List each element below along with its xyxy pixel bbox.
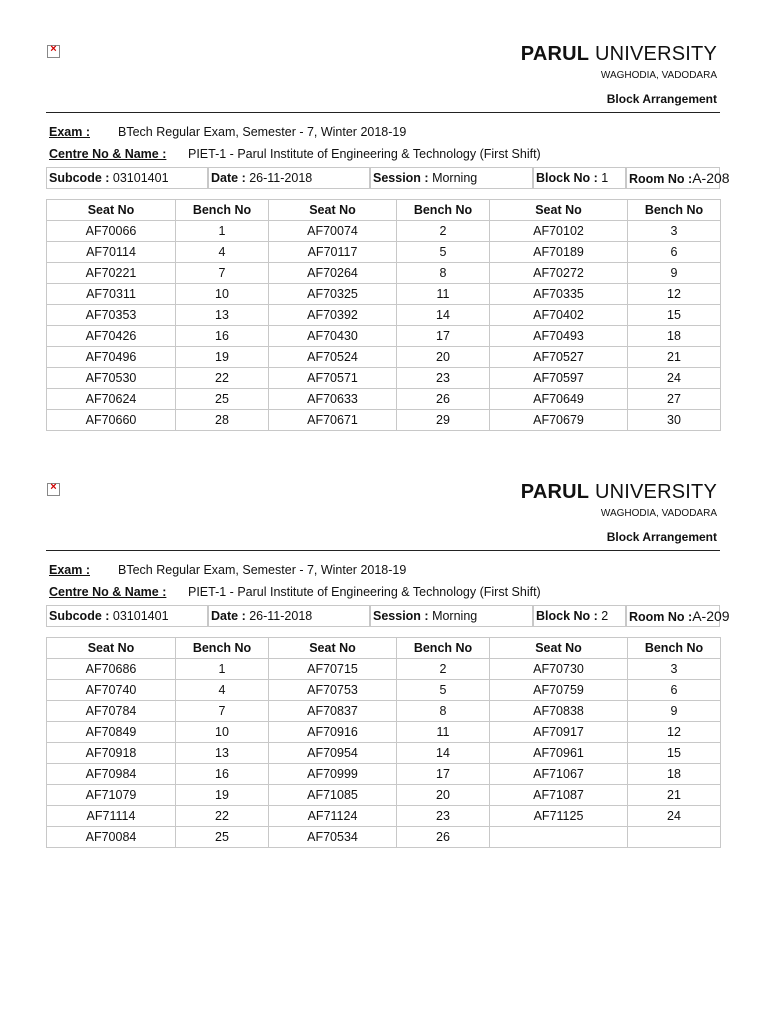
seat-no-cell: AF70189 <box>490 242 628 263</box>
seat-no-cell: AF70534 <box>269 827 397 848</box>
header-divider <box>46 550 720 551</box>
bench-no-cell: 10 <box>176 722 269 743</box>
bench-no-cell: 22 <box>176 806 269 827</box>
bench-no-cell: 2 <box>397 221 490 242</box>
bench-no-cell: 6 <box>628 242 721 263</box>
column-header: Seat No <box>47 200 176 221</box>
seat-no-cell: AF70272 <box>490 263 628 284</box>
exam-label: Exam : <box>49 125 90 139</box>
seat-no-cell: AF70597 <box>490 368 628 389</box>
block-value: 1 <box>601 171 609 185</box>
column-header: Bench No <box>397 200 490 221</box>
bench-no-cell: 26 <box>397 827 490 848</box>
bench-no-cell: 21 <box>628 347 721 368</box>
seat-no-cell: AF70954 <box>269 743 397 764</box>
seat-no-cell: AF71124 <box>269 806 397 827</box>
bench-no-cell: 10 <box>176 284 269 305</box>
exam-value: BTech Regular Exam, Semester - 7, Winter 2018-19 <box>118 563 407 577</box>
bench-no-cell: 18 <box>628 326 721 347</box>
bench-no-cell: 8 <box>397 701 490 722</box>
seat-no-cell: AF70849 <box>47 722 176 743</box>
seat-no-cell: AF70571 <box>269 368 397 389</box>
university-name-rest: UNIVERSITY <box>594 43 717 65</box>
table-row <box>47 305 721 326</box>
session-label: Session : <box>373 609 429 623</box>
bench-no-cell: 11 <box>397 722 490 743</box>
seat-no-cell: AF70671 <box>269 410 397 431</box>
seat-no-cell: AF70730 <box>490 659 628 680</box>
room-no-cell <box>626 605 730 627</box>
seat-no-cell: AF70530 <box>47 368 176 389</box>
room-no-cell <box>626 167 730 189</box>
seating-table-header <box>47 638 721 659</box>
bench-no-cell: 5 <box>397 242 490 263</box>
column-header: Bench No <box>176 638 269 659</box>
date-label: Date : <box>211 171 246 185</box>
seat-no-cell: AF70430 <box>269 326 397 347</box>
bench-no-cell: 7 <box>176 263 269 284</box>
seat-no-cell: AF70984 <box>47 764 176 785</box>
seat-no-cell: AF70392 <box>269 305 397 326</box>
subcode-label: Subcode : <box>49 171 110 185</box>
seat-no-cell: AF70784 <box>47 701 176 722</box>
bench-no-cell: 14 <box>397 743 490 764</box>
session-value: Morning <box>432 609 478 623</box>
seat-no-cell: AF70325 <box>269 284 397 305</box>
seat-no-cell: AF71067 <box>490 764 628 785</box>
seat-no-cell: AF71085 <box>269 785 397 806</box>
centre-value: PIET-1 - Parul Institute of Engineering & Technology (First Shift) <box>188 585 541 599</box>
seat-no-cell: AF70715 <box>269 659 397 680</box>
date-cell <box>208 167 370 189</box>
seat-no-cell: AF70335 <box>490 284 628 305</box>
table-row <box>47 785 721 806</box>
table-row <box>47 722 721 743</box>
session-cell <box>370 167 533 189</box>
document-title: Block Arrangement <box>606 530 717 544</box>
seat-no-cell: AF70679 <box>490 410 628 431</box>
table-row <box>47 221 721 242</box>
broken-image-icon <box>47 483 60 496</box>
seat-no-cell: AF70633 <box>269 389 397 410</box>
bench-no-cell: 19 <box>176 785 269 806</box>
block-label: Block No : <box>536 171 598 185</box>
bench-no-cell: 24 <box>628 368 721 389</box>
table-row <box>47 347 721 368</box>
session-label: Session : <box>373 171 429 185</box>
info-bar <box>46 605 730 627</box>
seat-no-cell: AF70402 <box>490 305 628 326</box>
university-address: WAGHODIA, VADODARA <box>600 508 717 519</box>
subcode-value: 03101401 <box>112 171 169 185</box>
seat-no-cell: AF70074 <box>269 221 397 242</box>
bench-no-cell: 9 <box>628 701 721 722</box>
bench-no-cell: 11 <box>397 284 490 305</box>
bench-no-cell: 4 <box>176 242 269 263</box>
bench-no-cell: 15 <box>628 305 721 326</box>
bench-no-cell: 29 <box>397 410 490 431</box>
bench-no-cell: 12 <box>628 284 721 305</box>
bench-no-cell: 16 <box>176 764 269 785</box>
seat-no-cell: AF70524 <box>269 347 397 368</box>
seat-no-cell: AF70527 <box>490 347 628 368</box>
room-value: A-208 <box>692 170 730 186</box>
bench-no-cell: 25 <box>176 827 269 848</box>
bench-no-cell: 1 <box>176 221 269 242</box>
seat-no-cell: AF70740 <box>47 680 176 701</box>
column-header: Seat No <box>490 200 628 221</box>
bench-no-cell: 26 <box>397 389 490 410</box>
university-name <box>521 481 717 504</box>
seat-no-cell: AF70838 <box>490 701 628 722</box>
column-header: Bench No <box>628 638 721 659</box>
subcode-value: 03101401 <box>112 609 169 623</box>
seat-no-cell: AF70264 <box>269 263 397 284</box>
university-name-bold: PARUL <box>520 481 590 503</box>
date-value: 26-11-2018 <box>249 609 313 623</box>
table-row <box>47 242 721 263</box>
university-name-bold: PARUL <box>520 43 590 65</box>
bench-no-cell: 2 <box>397 659 490 680</box>
centre-label: Centre No & Name : <box>49 585 167 599</box>
seat-no-cell: AF70102 <box>490 221 628 242</box>
seat-no-cell: AF70353 <box>47 305 176 326</box>
room-value: A-209 <box>692 608 730 624</box>
university-name <box>521 43 717 66</box>
block-no-cell <box>533 605 626 627</box>
column-header: Seat No <box>490 638 628 659</box>
table-row <box>47 326 721 347</box>
bench-no-cell: 17 <box>397 764 490 785</box>
bench-no-cell: 3 <box>628 659 721 680</box>
bench-no-cell: 16 <box>176 326 269 347</box>
seat-no-cell: AF70496 <box>47 347 176 368</box>
table-row <box>47 284 721 305</box>
seat-no-cell: AF71125 <box>490 806 628 827</box>
seat-no-cell: AF71087 <box>490 785 628 806</box>
seat-no-cell: AF70837 <box>269 701 397 722</box>
seating-table <box>46 199 721 431</box>
bench-no-cell: 22 <box>176 368 269 389</box>
bench-no-cell: 1 <box>176 659 269 680</box>
seat-no-cell: AF70759 <box>490 680 628 701</box>
centre-value: PIET-1 - Parul Institute of Engineering & Technology (First Shift) <box>188 147 541 161</box>
seat-no-cell <box>490 827 628 848</box>
bench-no-cell: 23 <box>397 806 490 827</box>
date-value: 26-11-2018 <box>249 171 313 185</box>
column-header: Seat No <box>269 638 397 659</box>
bench-no-cell: 3 <box>628 221 721 242</box>
bench-no-cell: 4 <box>176 680 269 701</box>
seat-no-cell: AF70916 <box>269 722 397 743</box>
seat-no-cell: AF70311 <box>47 284 176 305</box>
block-no-cell <box>533 167 626 189</box>
bench-no-cell: 20 <box>397 347 490 368</box>
seat-no-cell: AF70624 <box>47 389 176 410</box>
seat-no-cell: AF70117 <box>269 242 397 263</box>
room-label: Room No : <box>629 172 693 186</box>
university-address: WAGHODIA, VADODARA <box>600 70 717 81</box>
seat-no-cell: AF70066 <box>47 221 176 242</box>
bench-no-cell: 15 <box>628 743 721 764</box>
date-cell <box>208 605 370 627</box>
table-row <box>47 263 721 284</box>
table-row <box>47 680 721 701</box>
seat-no-cell: AF70961 <box>490 743 628 764</box>
exam-value: BTech Regular Exam, Semester - 7, Winter 2018-19 <box>118 125 407 139</box>
table-row <box>47 743 721 764</box>
centre-label: Centre No & Name : <box>49 147 167 161</box>
bench-no-cell: 8 <box>397 263 490 284</box>
seat-no-cell: AF70917 <box>490 722 628 743</box>
seat-no-cell: AF70686 <box>47 659 176 680</box>
seat-no-cell: AF70221 <box>47 263 176 284</box>
seat-no-cell: AF70084 <box>47 827 176 848</box>
column-header: Bench No <box>628 200 721 221</box>
subcode-cell <box>46 167 208 189</box>
block-label: Block No : <box>536 609 598 623</box>
broken-image-icon <box>47 45 60 58</box>
bench-no-cell: 28 <box>176 410 269 431</box>
seat-no-cell: AF70918 <box>47 743 176 764</box>
bench-no-cell: 21 <box>628 785 721 806</box>
column-header: Bench No <box>397 638 490 659</box>
table-row <box>47 764 721 785</box>
column-header: Seat No <box>269 200 397 221</box>
column-header: Seat No <box>47 638 176 659</box>
seat-no-cell: AF70114 <box>47 242 176 263</box>
table-row <box>47 701 721 722</box>
bench-no-cell: 20 <box>397 785 490 806</box>
session-cell <box>370 605 533 627</box>
seat-no-cell: AF70493 <box>490 326 628 347</box>
subcode-cell <box>46 605 208 627</box>
table-row <box>47 368 721 389</box>
table-row <box>47 827 721 848</box>
bench-no-cell: 19 <box>176 347 269 368</box>
bench-no-cell: 30 <box>628 410 721 431</box>
table-row <box>47 410 721 431</box>
seating-table-body <box>47 221 721 431</box>
bench-no-cell: 6 <box>628 680 721 701</box>
document-title: Block Arrangement <box>606 92 717 106</box>
column-header: Bench No <box>176 200 269 221</box>
bench-no-cell: 23 <box>397 368 490 389</box>
seating-table <box>46 637 721 848</box>
header-divider <box>46 112 720 113</box>
seat-no-cell: AF70660 <box>47 410 176 431</box>
bench-no-cell: 27 <box>628 389 721 410</box>
bench-no-cell: 5 <box>397 680 490 701</box>
bench-no-cell: 14 <box>397 305 490 326</box>
room-label: Room No : <box>629 610 693 624</box>
seat-no-cell: AF70753 <box>269 680 397 701</box>
bench-no-cell <box>628 827 721 848</box>
table-row <box>47 806 721 827</box>
bench-no-cell: 25 <box>176 389 269 410</box>
bench-no-cell: 13 <box>176 743 269 764</box>
table-row <box>47 389 721 410</box>
bench-no-cell: 24 <box>628 806 721 827</box>
bench-no-cell: 7 <box>176 701 269 722</box>
session-value: Morning <box>432 171 478 185</box>
seat-no-cell: AF70999 <box>269 764 397 785</box>
seating-table-body <box>47 659 721 848</box>
bench-no-cell: 18 <box>628 764 721 785</box>
seat-no-cell: AF71114 <box>47 806 176 827</box>
exam-label: Exam : <box>49 563 90 577</box>
seat-no-cell: AF70649 <box>490 389 628 410</box>
info-bar <box>46 167 730 189</box>
bench-no-cell: 9 <box>628 263 721 284</box>
bench-no-cell: 17 <box>397 326 490 347</box>
date-label: Date : <box>211 609 246 623</box>
seat-no-cell: AF70426 <box>47 326 176 347</box>
university-name-rest: UNIVERSITY <box>594 481 717 503</box>
bench-no-cell: 12 <box>628 722 721 743</box>
seating-table-header <box>47 200 721 221</box>
subcode-label: Subcode : <box>49 609 110 623</box>
table-row <box>47 659 721 680</box>
seat-no-cell: AF71079 <box>47 785 176 806</box>
block-value: 2 <box>601 609 609 623</box>
bench-no-cell: 13 <box>176 305 269 326</box>
